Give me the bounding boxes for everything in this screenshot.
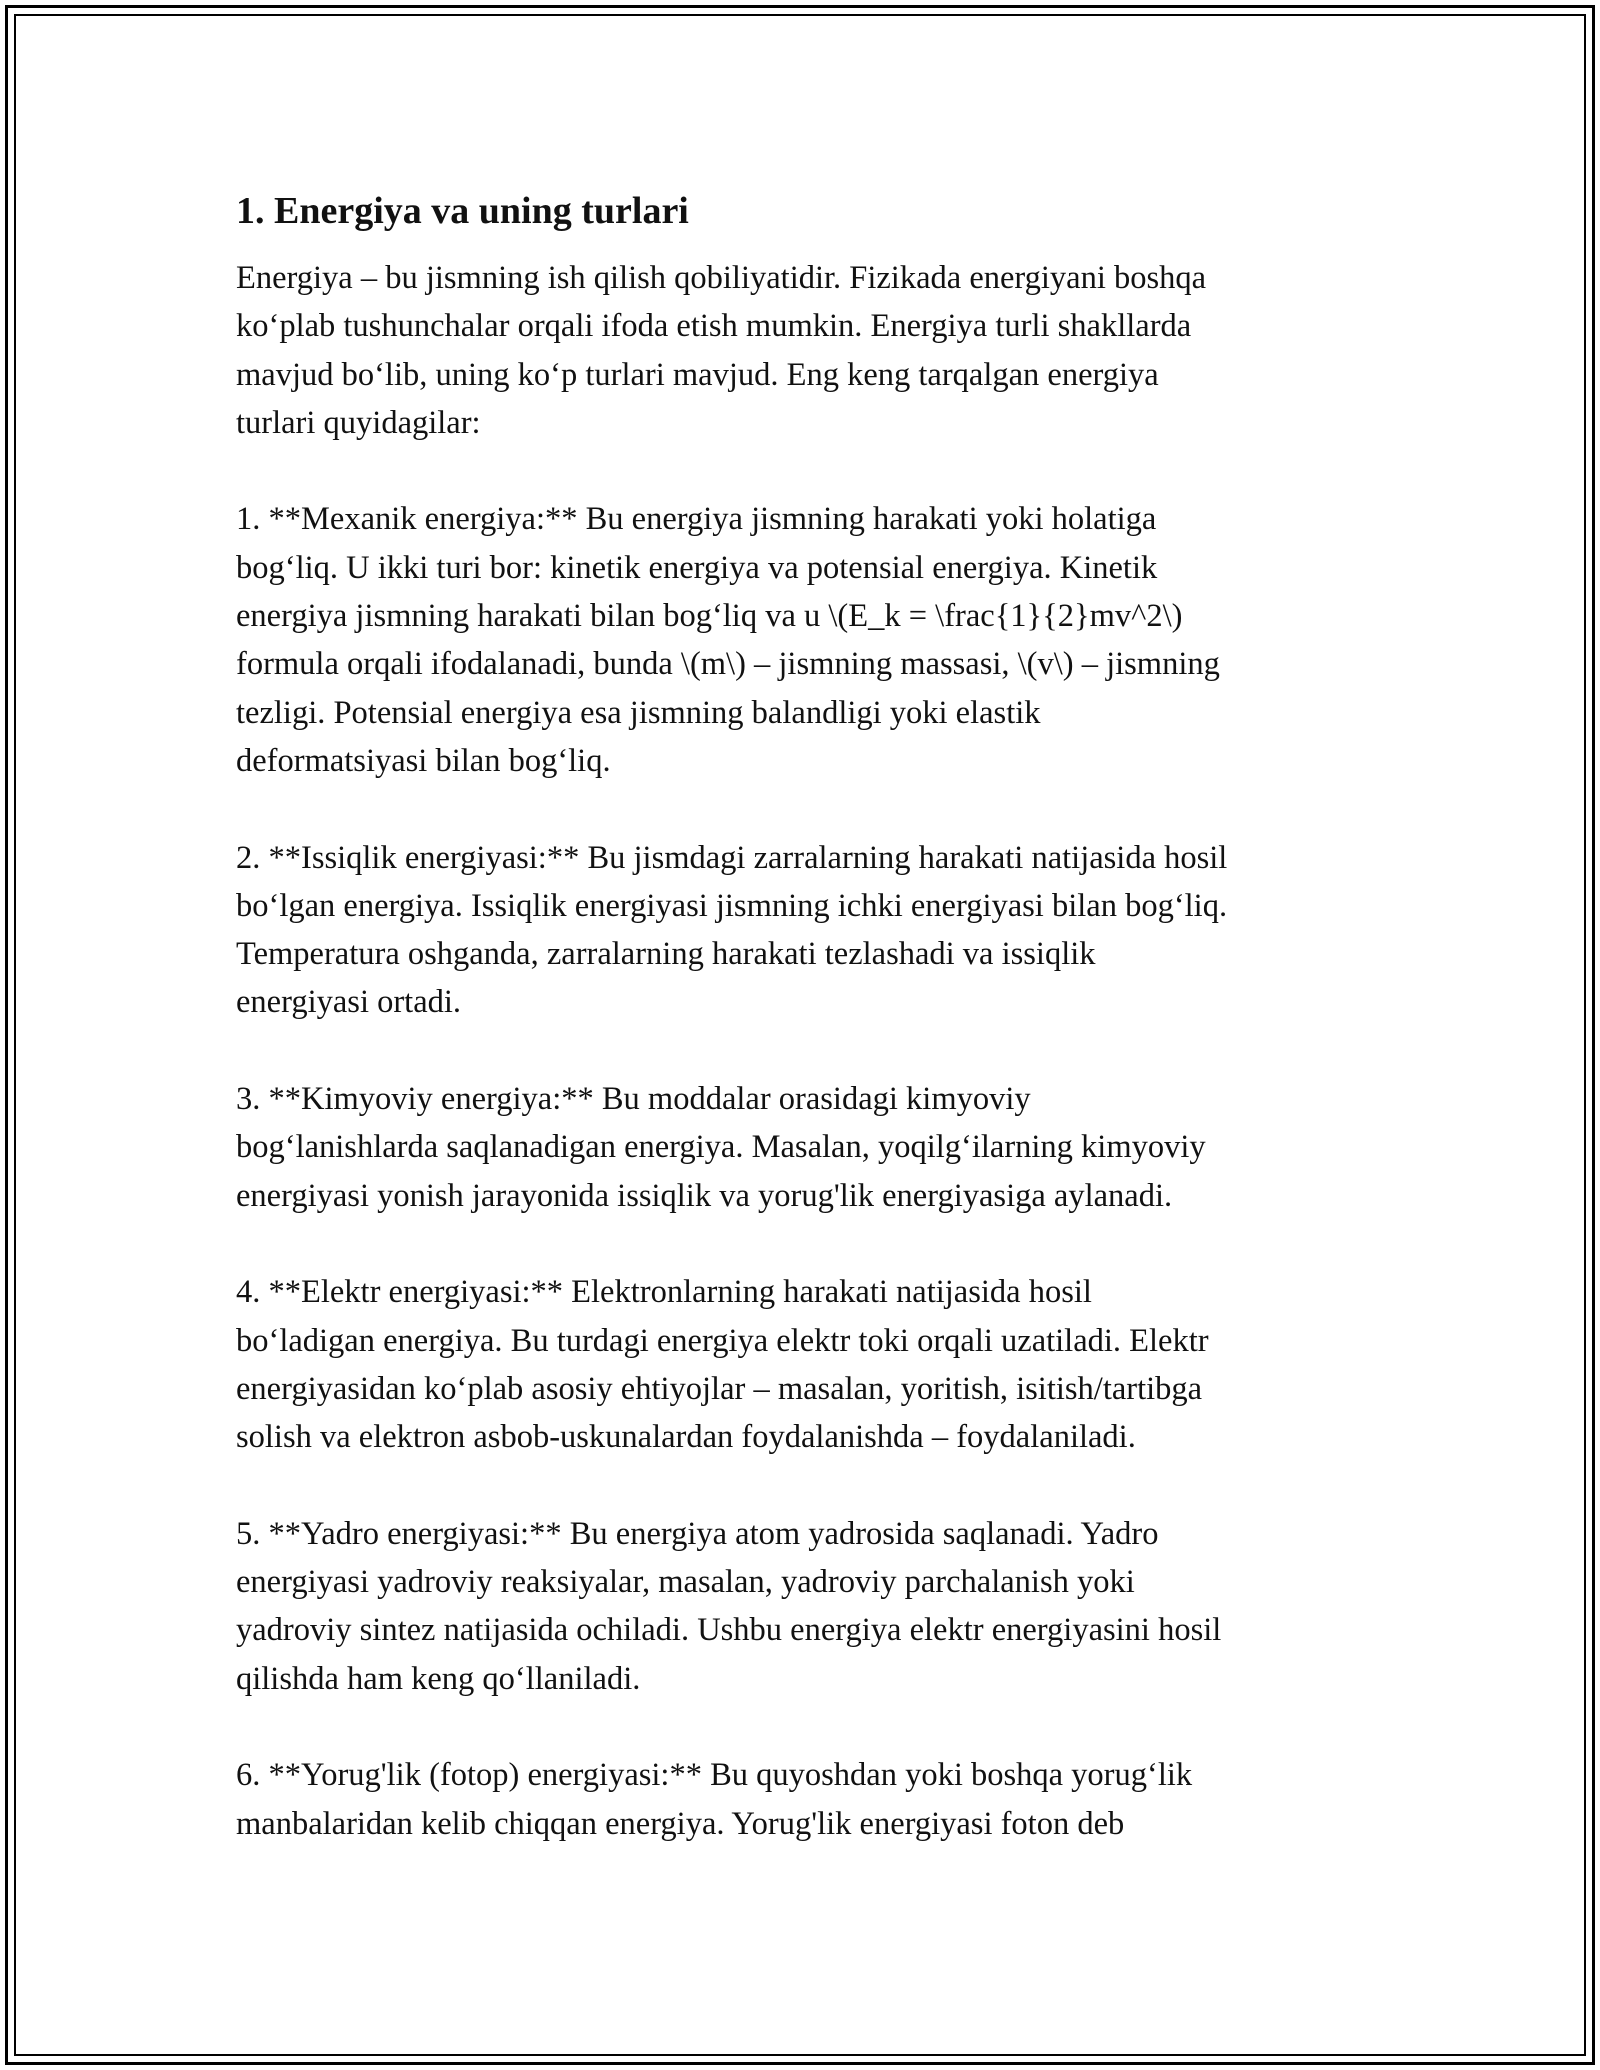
paragraph-nuclear-energy: 5. **Yadro energiyasi:** Bu energiya atom yadrosida saqlanadi. Yadro energiyasi yadroviy reaksiyalar, masalan, yadroviy parchalanish yoki yadroviy sintez natijasida ochiladi. Ushbu energiya elektr energiyasini hosil qilishda ham keng qo‘llaniladi. — [236, 1515, 1222, 1697]
paragraph-light-energy: 6. **Yorug'lik (fotop) energiyasi:** Bu quyoshdan yoki boshqa yorug‘lik manbalaridan kelib chiqqan energiya. Yorug'lik energiyasi foton deb — [236, 1757, 1193, 1842]
paragraph-thermal-energy: 2. **Issiqlik energiyasi:** Bu jismdagi zarralarning harakati natijasida hosil bo‘lgan energiya. Issiqlik energiyasi jismning ichki energiyasi bilan bog‘liq. Temperatura oshganda, zarralarning harakati tezlashadi va issiqlik energiyasi ortadi. — [236, 839, 1228, 1021]
paragraph-mechanical-energy: 1. **Mexanik energiya:** Bu energiya jismning harakati yoki holatiga bog‘liq. U ikki turi bor: kinetik energiya va potensial energiya. Kinetik energiya jismning harakati bilan bog‘liq va u \(E_k = \frac{1}{2}mv^2\) formula orqali ifodalanadi, bunda \(m\) – jismning massasi, \(v\) – jismning tezligi. Potensial energiya esa jismning balandligi yoki elastik deformatsiyasi bilan bog‘liq. — [236, 501, 1220, 779]
paragraph-chemical-energy: 3. **Kimyoviy energiya:** Bu moddalar orasidagi kimyoviy bog‘lanishlarda saqlanadigan energiya. Masalan, yoqilg‘ilarning kimyoviy energiyasi yonish jarayonida issiqlik va yorug'lik energiyasiga aylanadi. — [236, 1081, 1206, 1214]
intro-paragraph: Energiya – bu jismning ish qilish qobiliyatidir. Fizikada energiyani boshqa ko‘plab tushunchalar orqali ifoda etish mumkin. Energiya turli shakllarda mavjud bo‘lib, uning ko‘p turlari mavjud. Eng keng tarqalgan energiya turlari quyidagilar: — [236, 260, 1207, 441]
document-body — [236, 186, 1366, 1896]
paragraph-electrical-energy: 4. **Elektr energiyasi:** Elektronlarning harakati natijasida hosil bo‘ladigan energiya. Bu turdagi energiya elektr toki orqali uzatiladi. Elektr energiyasidan ko‘plab asosiy ehtiyojlar – masalan, yoritish, isitish/tartibga solish va elektron asbob-uskunalardan foydalanishda – foydalaniladi. — [236, 1274, 1209, 1456]
section-heading: 1. Energiya va uning turlari — [236, 190, 689, 232]
